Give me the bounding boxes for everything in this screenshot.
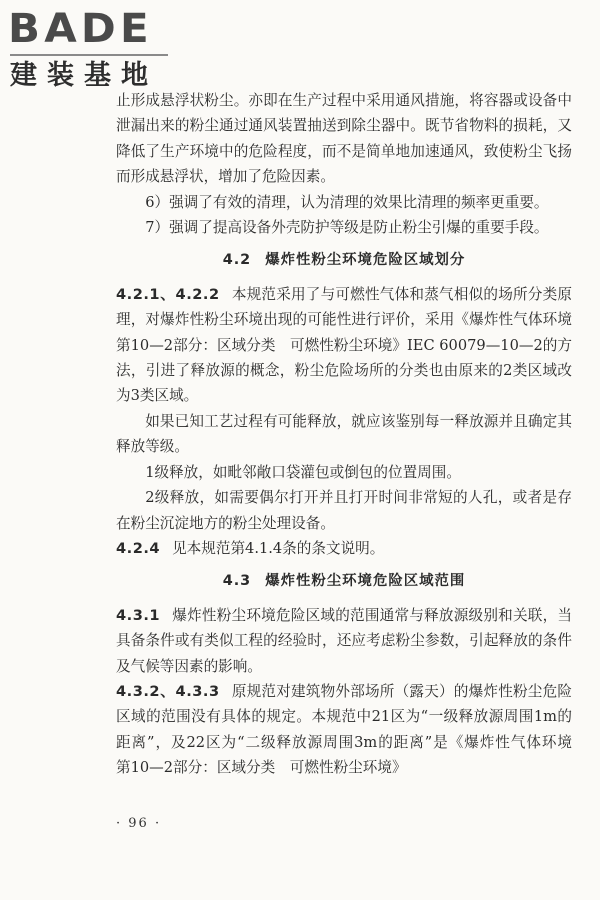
clause-number: 4.3.2、4.3.3 [116,682,220,700]
clause [116,679,587,781]
paragraph: 6）强调了有效的清理，认为清理的效果比清理的频率更重要。 [145,193,549,211]
clause-number: 4.2.1、4.2.2 [116,285,220,303]
page-number: · 96 · [116,816,162,831]
clause [116,282,587,409]
clause-text: 本规范采用了与可燃性气体和蒸气相似的场所分类原理，对爆炸性粉尘环境出现的可能性进行评价，采用《爆炸性气体环境 第10—2部分：区域分类 可燃性粉尘环境》IEC 60079—10—2的方法，引进了释放源的概念，粉尘危险场所的分类也由原来的2类区域改为3类区域。 [116,285,587,405]
clause-text: 爆炸性粉尘环境危险区域的范围通常与释放源级别和关联，当具备条件或有类似工程的经验时，还应考虑粉尘参数，引起释放的条件及气候等因素的影响。 [116,606,572,675]
logo-wordmark: BADE [8,6,153,52]
section-number: 4.2 [222,252,252,269]
paragraph: 1级释放，如毗邻敞口袋灌包或倒包的位置周围。 [145,463,461,481]
watermark-logo [8,6,168,92]
clause-text: 原规范对建筑物外部场所（露天）的爆炸性粉尘危险区域的范围没有具体的规定。本规范中21区为“一级释放源周围1m的距离”，及22区为“二级释放源周围3m的距离”是《爆炸性气体环境 第10—2部分：区域分类 可燃性粉尘环境》 [116,682,587,777]
logo-divider [10,54,168,56]
section-heading-4-3 [116,569,572,594]
clause-number: 4.2.4 [116,539,161,557]
section-title: 爆炸性粉尘环境危险区域范围 [265,573,466,590]
paragraph: 止形成悬浮状粉尘。亦即在生产过程中采用通风措施，将容器或设备中泄漏出来的粉尘通过通风装置抽送到除尘器中。既节省物料的损耗，又降低了生产环境中的危险程度，而不是简单地加速通风，致使粉尘飞扬而形成悬浮状，增加了危险因素。 [116,92,572,186]
section-heading-4-2 [116,248,572,273]
document-body [116,88,587,781]
section-number: 4.3 [222,573,252,590]
paragraph: 2级释放，如需要偶尔打开并且打开时间非常短的人孔，或者是存在粉尘沉淀地方的粉尘处理设备。 [116,489,572,532]
clause-number: 4.3.1 [116,606,161,624]
paragraph: 如果已知工艺过程有可能释放，就应该鉴别每一释放源并且确定其释放等级。 [116,412,572,456]
section-title: 爆炸性粉尘环境危险区域划分 [265,252,466,269]
clause-text: 见本规范第4.1.4条的条文说明。 [172,539,385,557]
clause [116,603,572,679]
paragraph: 7）强调了提高设备外壳防护等级是防止粉尘引爆的重要手段。 [145,219,549,237]
logo-subtitle: 建装基地 [10,60,158,91]
clause [116,536,572,561]
